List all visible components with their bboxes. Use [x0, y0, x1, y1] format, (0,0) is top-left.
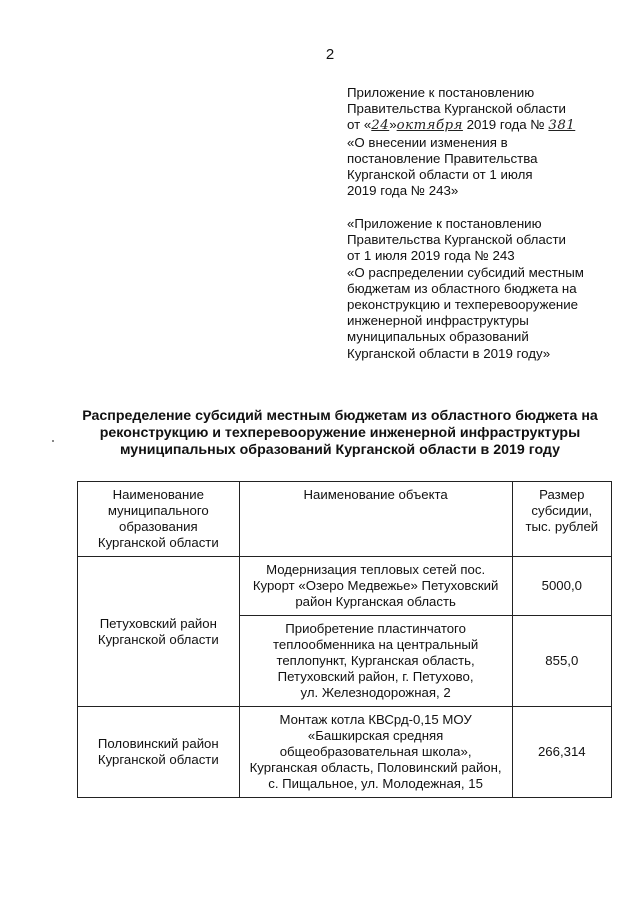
appendix-line: инженерной инфраструктуры — [347, 313, 529, 329]
cell-text: теплообменника на центральный — [272, 637, 479, 652]
appendix-line: «О распределении субсидий местным — [347, 264, 584, 280]
cell-municipality — [78, 707, 240, 798]
cell-text: Курганской области — [97, 752, 219, 767]
table-row — [78, 707, 612, 798]
header-text: тыс. рублей — [525, 519, 599, 534]
appendix-line: реконструкцию и техперевооружение — [347, 297, 579, 313]
appendix-line: Курганской области от 1 июля — [347, 167, 533, 183]
cell-text: общеобразовательная школа», — [279, 744, 472, 759]
header-text: Наименование — [112, 487, 204, 502]
cell-object — [239, 707, 512, 798]
header-object — [239, 482, 512, 557]
handwritten-month: октября — [396, 118, 463, 134]
header-text: муниципального — [107, 503, 209, 518]
cell-text: ул. Железнодорожная, 2 — [300, 685, 451, 700]
appendix-line: Приложение к постановлению — [347, 85, 535, 100]
title-line: Распределение субсидий местным бюджетам из областного бюджета на — [82, 408, 598, 424]
appendix-header-amendment — [347, 85, 617, 199]
appendix-line: бюджетам из областного бюджета на — [347, 280, 577, 296]
appendix-header-original — [347, 216, 617, 362]
cell-text: Монтаж котла КВСрд-0,15 МОУ — [279, 712, 472, 727]
cell-text: Курорт «Озеро Медвежье» Петуховский — [252, 578, 499, 593]
header-municipality — [78, 482, 240, 557]
document-title — [70, 408, 610, 459]
title-line: реконструкцию и техперевооружение инженерной инфраструктуры — [99, 425, 581, 441]
cell-object — [239, 557, 512, 616]
appendix-line: постановление Правительства — [347, 150, 538, 166]
appendix-line: Правительства Курганской области — [347, 232, 566, 248]
subsidy-table — [77, 481, 612, 798]
handwritten-number: 381 — [548, 118, 576, 134]
header-text: Размер — [539, 487, 585, 502]
table-row — [78, 557, 612, 616]
appendix-line: 2019 года № 243» — [347, 183, 459, 199]
appendix-line: от 1 июля 2019 года № 243 — [347, 248, 515, 264]
title-line: муниципальных образований Курганской области в 2019 году — [120, 442, 560, 458]
cell-amount: 855,0 — [512, 616, 611, 707]
cell-text: Курганская область, Половинский район, — [249, 760, 502, 775]
cell-text: теплопункт, Курганская область, — [276, 653, 475, 668]
cell-amount: 266,314 — [512, 707, 611, 798]
header-text: Курганской области — [97, 535, 219, 550]
handwritten-day: 24 — [371, 118, 390, 134]
cell-text: Половинский район — [97, 736, 219, 751]
date-prefix: от « — [347, 117, 372, 133]
scan-speck — [52, 440, 54, 442]
cell-text: Приобретение пластинчатого — [285, 621, 466, 636]
header-amount — [512, 482, 611, 557]
appendix-line: «Приложение к постановлению — [347, 216, 542, 231]
table-header-row — [78, 482, 612, 557]
date-mid: » — [389, 117, 397, 133]
appendix-line: Правительства Курганской области — [347, 101, 566, 117]
appendix-line: муниципальных образований — [347, 329, 529, 345]
cell-text: район Курганская область — [295, 594, 456, 609]
appendix-line: Курганской области в 2019 году» — [347, 345, 551, 361]
cell-text: с. Пищальное, ул. Молодежная, 15 — [268, 776, 483, 791]
cell-municipality — [78, 557, 240, 707]
page-number: 2 — [325, 46, 335, 63]
header-text: субсидии, — [531, 503, 593, 518]
cell-text: Петуховский район — [99, 615, 217, 631]
header-text: образования — [118, 519, 198, 534]
cell-text: Модернизация тепловых сетей пос. — [266, 562, 486, 577]
cell-text: Курганской области — [97, 631, 219, 647]
header-text: Наименование объекта — [303, 487, 448, 502]
cell-amount: 5000,0 — [512, 557, 611, 616]
cell-text: Петуховский район, г. Петухово, — [277, 669, 474, 684]
appendix-date-line — [347, 117, 617, 134]
cell-object — [239, 616, 512, 707]
appendix-line: «О внесении изменения в — [347, 134, 508, 150]
cell-text: «Башкирская средняя — [307, 728, 444, 743]
date-year: 2019 года № — [462, 117, 545, 133]
